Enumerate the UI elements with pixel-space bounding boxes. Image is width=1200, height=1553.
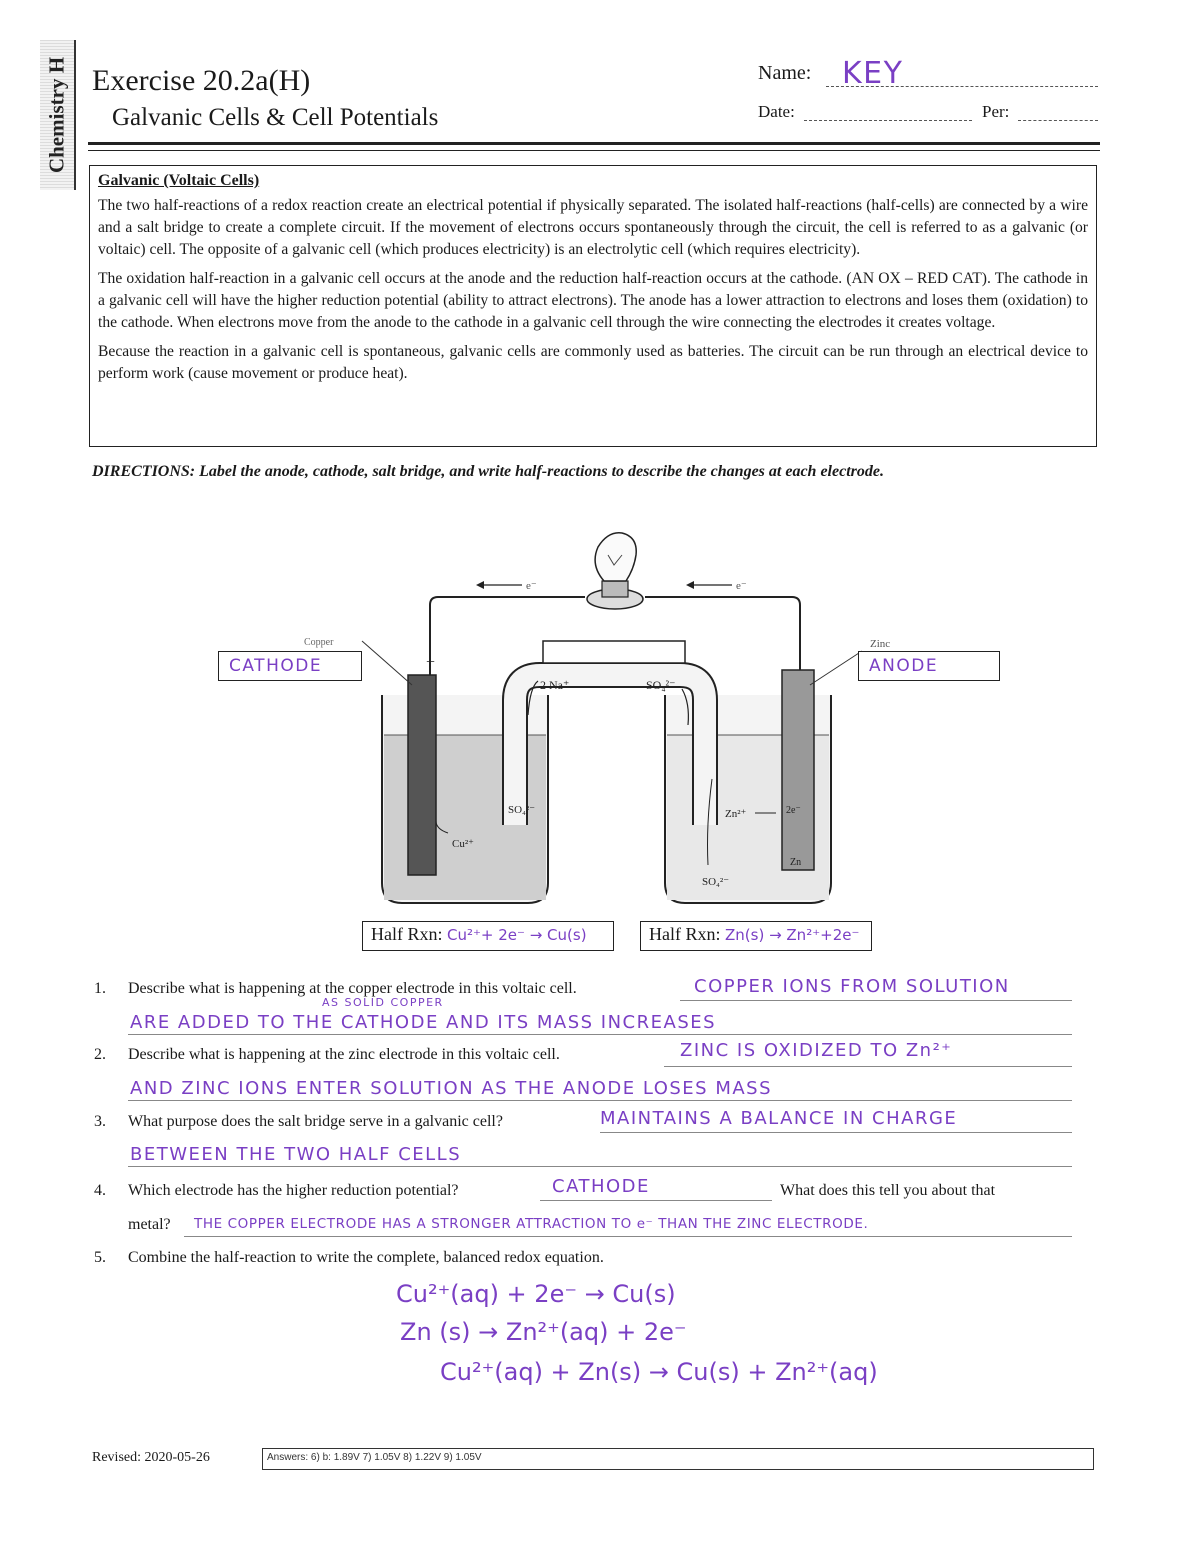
question-3-text: What purpose does the salt bridge serve in a galvanic cell? <box>128 1113 503 1130</box>
intro-paragraph-1: The two half-reactions of a redox reaction create an electrical potential if physically separated. The isolated half-reactions (half-cells) are connected by a wire and a salt bridge to create a complete circuit. If the movement of electrons occurs spontaneously through the circuit, the cell is referred to as a galvanic (or voltaic) cell. The opposite of a galvanic cell (which produces electricity) is an electrolytic cell (which requires electricity). <box>98 197 1088 258</box>
name-value: KEY <box>842 56 904 91</box>
question-1-answer-line-2 <box>128 1034 1072 1035</box>
equation-2[interactable]: Zn (s) → Zn²⁺(aq) + 2e⁻ <box>400 1318 687 1346</box>
question-3-answer-line-1 <box>600 1132 1072 1133</box>
question-1-answer-line-1 <box>680 1000 1072 1001</box>
date-label: Date: <box>758 102 795 121</box>
two-electrons-label: 2e⁻ <box>786 805 801 816</box>
per-label: Per: <box>982 102 1010 121</box>
sodium-ions-label: 2 Na⁺ <box>540 678 570 692</box>
page-title: Exercise 20.2a(H) <box>92 64 311 97</box>
zinc-electrode <box>782 670 814 870</box>
question-3-answer-2[interactable]: BETWEEN THE TWO HALF CELLS <box>130 1144 462 1165</box>
right-half-rxn-answer: Zn(s) → Zn²⁺+2e⁻ <box>725 926 860 944</box>
question-1-text: Describe what is happening at the copper electrode in this voltaic cell. <box>128 980 577 997</box>
intro-heading: Galvanic (Voltaic Cells) <box>98 172 260 189</box>
copper-label: Copper <box>304 637 334 648</box>
answers-text: Answers: 6) b: 1.89V 7) 1.05V 8) 1.22V 9) 1.05V <box>267 1452 482 1463</box>
copper-electrode-answer: CATHODE <box>229 656 323 676</box>
zn-electrode-label: Zn <box>790 857 802 868</box>
question-2-answer-1[interactable]: ZINC IS OXIDIZED TO Zn²⁺ <box>680 1040 953 1061</box>
cu-ion-label: Cu²⁺ <box>452 838 474 850</box>
left-half-rxn-box[interactable] <box>362 921 614 951</box>
question-1-answer-2[interactable]: ARE ADDED TO THE CATHODE AND ITS MASS INCREASES <box>130 1012 717 1033</box>
copper-electrode-label-box[interactable] <box>218 651 362 681</box>
copper-electrode <box>408 675 436 875</box>
question-2-number: 2. <box>94 1046 106 1063</box>
question-2-answer-line-2 <box>128 1100 1072 1101</box>
question-1-answer-insert: AS SOLID COPPER <box>322 996 444 1009</box>
zn-ion-label: Zn²⁺ <box>725 808 747 820</box>
name-label: Name: <box>758 62 812 84</box>
question-3-number: 3. <box>94 1113 106 1130</box>
zinc-leader-line <box>810 651 862 685</box>
question-2-text: Describe what is happening at the zinc electrode in this voltaic cell. <box>128 1046 560 1063</box>
salt-bridge-label-box <box>543 641 685 663</box>
answers-box <box>262 1448 1094 1470</box>
question-2-answer-line-1 <box>664 1066 1072 1067</box>
light-bulb-icon <box>587 533 643 609</box>
question-1-number: 1. <box>94 980 106 997</box>
positive-sign: + <box>426 654 436 671</box>
question-2-answer-2[interactable]: AND ZINC IONS ENTER SOLUTION AS THE ANODE LOSES MASS <box>130 1078 773 1099</box>
electron-label-left: e⁻ <box>526 580 537 592</box>
question-4-answer-line-2 <box>184 1236 1072 1237</box>
side-tab-text: Chemistry H <box>44 56 69 174</box>
copper-leader-line <box>362 641 412 685</box>
electron-label-right: e⁻ <box>736 580 747 592</box>
date-field-line <box>804 120 972 121</box>
question-1-answer-1[interactable]: COPPER IONS FROM SOLUTION <box>694 976 1010 997</box>
equation-3[interactable]: Cu²⁺(aq) + Zn(s) → Cu(s) + Zn²⁺(aq) <box>440 1358 878 1386</box>
directions-text: DIRECTIONS: Label the anode, cathode, salt bridge, and write half-reactions to describe the changes at each electrode. <box>92 463 884 480</box>
electron-flow-arrow-right <box>686 581 732 589</box>
right-half-rxn-label: Half Rxn: <box>649 924 721 944</box>
intro-paragraph-2: The oxidation half-reaction in a galvanic cell occurs at the anode and the reduction half-reaction occurs at the cathode. (AN OX – RED CAT). The cathode in a galvanic cell will have the higher reduction potential (ability to attract electrons). The anode has a lower attraction to electrons and loses them (oxidation) to the cathode. When electrons move from the anode to the cathode in a galvanic cell through the wire connecting the electrodes it creates voltage. <box>98 270 1088 331</box>
header-rule-thick <box>88 142 1100 145</box>
zinc-electrode-answer: ANODE <box>869 656 939 676</box>
header-rule-thin <box>88 150 1100 151</box>
question-4-number: 4. <box>94 1182 106 1199</box>
subject-side-tab <box>40 40 76 190</box>
question-3-answer-1[interactable]: MAINTAINS A BALANCE IN CHARGE <box>600 1108 958 1129</box>
question-5-text: Combine the half-reaction to write the complete, balanced redox equation. <box>128 1249 604 1266</box>
so4-right-label: SO₄²⁻ <box>702 876 730 888</box>
question-5-number: 5. <box>94 1249 106 1266</box>
left-half-rxn-label: Half Rxn: <box>371 924 443 944</box>
zinc-electrode-label-box[interactable] <box>858 651 1000 681</box>
galvanic-cell-diagram <box>304 525 900 925</box>
question-3-answer-line-2 <box>128 1166 1072 1167</box>
sulfate-top-label: SO₄²⁻ <box>646 678 676 692</box>
page-subtitle: Galvanic Cells & Cell Potentials <box>112 104 439 131</box>
revised-date: Revised: 2020-05-26 <box>92 1450 210 1465</box>
question-4-answer-1[interactable]: CATHODE <box>552 1176 650 1197</box>
electron-flow-arrow-left <box>476 581 522 589</box>
question-4-text: Which electrode has the higher reduction potential? <box>128 1182 459 1199</box>
intro-paragraph-3: Because the reaction in a galvanic cell is spontaneous, galvanic cells are commonly used as batteries. The circuit can be run through an electrical device to perform work (cause movement or produce heat). <box>98 343 1088 382</box>
question-4-answer-line-1 <box>540 1200 772 1201</box>
per-field-line <box>1018 120 1098 121</box>
question-4-text-2: What does this tell you about that <box>780 1182 996 1199</box>
right-half-rxn-box[interactable] <box>640 921 872 951</box>
question-4-answer-2[interactable]: THE COPPER ELECTRODE HAS A STRONGER ATTRACTION TO e⁻ THAN THE ZINC ELECTRODE. <box>194 1216 869 1232</box>
left-half-rxn-answer: Cu²⁺+ 2e⁻ → Cu(s) <box>447 926 587 944</box>
so4-left-label: SO₄²⁻ <box>508 804 536 816</box>
equation-1[interactable]: Cu²⁺(aq) + 2e⁻ → Cu(s) <box>396 1280 676 1308</box>
zinc-label: Zinc <box>870 638 891 650</box>
intro-box <box>89 165 1097 447</box>
question-4-text-3: metal? <box>128 1216 171 1233</box>
